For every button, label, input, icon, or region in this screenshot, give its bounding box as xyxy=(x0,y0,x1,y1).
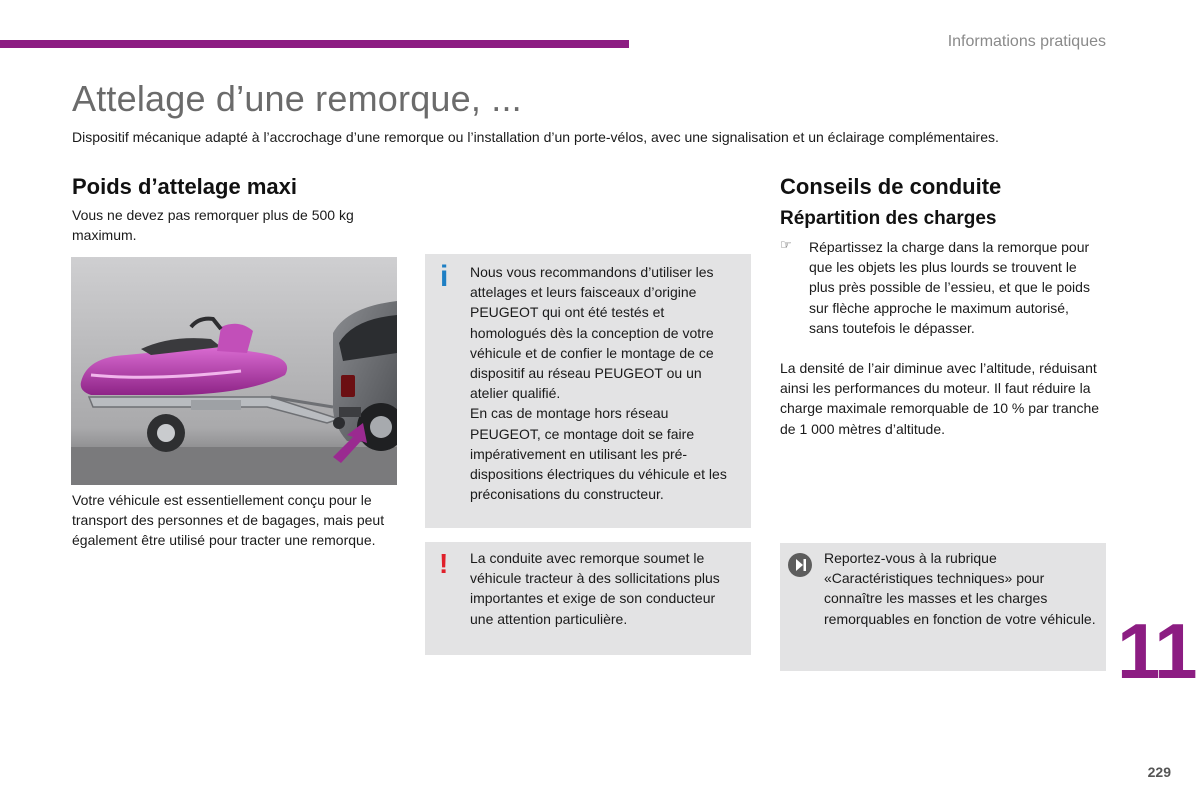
page-number: 229 xyxy=(1147,764,1171,780)
header-accent-bar xyxy=(0,40,629,48)
heading-driving-advice: Conseils de conduite xyxy=(780,174,1002,199)
skip-forward-icon xyxy=(788,553,812,577)
pointing-hand-icon: ☞ xyxy=(780,237,792,252)
page-title: Attelage d’une remorque, ... xyxy=(72,78,522,119)
heading-max-weight: Poids d’attelage maxi xyxy=(72,174,297,199)
info-box xyxy=(425,254,751,528)
warning-box xyxy=(425,542,751,655)
load-distribution-text: Répartissez la charge dans la remorque pour que les objets les plus lourds se trouvent le plus près possible de l’essieu, et que le poids sur flèche approche le maximum autorisé, sans toutefois le dépasser. xyxy=(809,239,1090,336)
info-icon: i xyxy=(440,260,449,293)
chapter-number: 11 xyxy=(1117,607,1196,695)
warning-icon: ! xyxy=(439,548,449,579)
reference-box xyxy=(780,543,1106,671)
info-paragraph-1: Nous vous recommandons d’utiliser les attelages et leurs faisceaux d’origine PEUGEOT qui ont été testés et homologués dès la conception de votre véhicule et de confier le montage de ce dispositif au réseau PEUGEOT ou un atelier qualifié. xyxy=(470,264,714,402)
towing-illustration xyxy=(71,257,397,485)
intro-text: Dispositif mécanique adapté à l’accrochage d’une remorque ou l’installation d’un porte-vélos, avec une signalisation et un éclairage complémentaires. xyxy=(72,129,999,145)
reference-text: Reportez-vous à la rubrique «Caractéristiques techniques» pour connaître les masses et les charges remorquables en fonction de votre véhicule. xyxy=(824,550,1096,627)
section-name: Informations pratiques xyxy=(947,33,1106,50)
car-towing-jetski-trailer-illustration xyxy=(71,257,397,485)
subheading-load-distribution: Répartition des charges xyxy=(780,208,997,229)
vehicle-usage-text: Votre véhicule est essentiellement conçu pour le transport des personnes et de bagages, mais peut également être utilisé pour tracter une remorque. xyxy=(72,492,385,549)
altitude-text: La densité de l’air diminue avec l’altitude, réduisant ainsi les performances du moteur. Il faut réduire la charge maximale remorquable de 10 % par tranche de 1 000 mètres d’altitude. xyxy=(780,360,1100,437)
warning-text: La conduite avec remorque soumet le véhicule tracteur à des sollicitations plus importantes et exige de son conducteur une attention particulière. xyxy=(470,550,720,627)
weight-limit-text: Vous ne devez pas remorquer plus de 500 kg maximum. xyxy=(72,207,354,244)
info-paragraph-2: En cas de montage hors réseau PEUGEOT, ce montage doit se faire impérativement en utilisant les pré-dispositions électriques du véhicule et les préconisations du constructeur. xyxy=(470,405,727,503)
